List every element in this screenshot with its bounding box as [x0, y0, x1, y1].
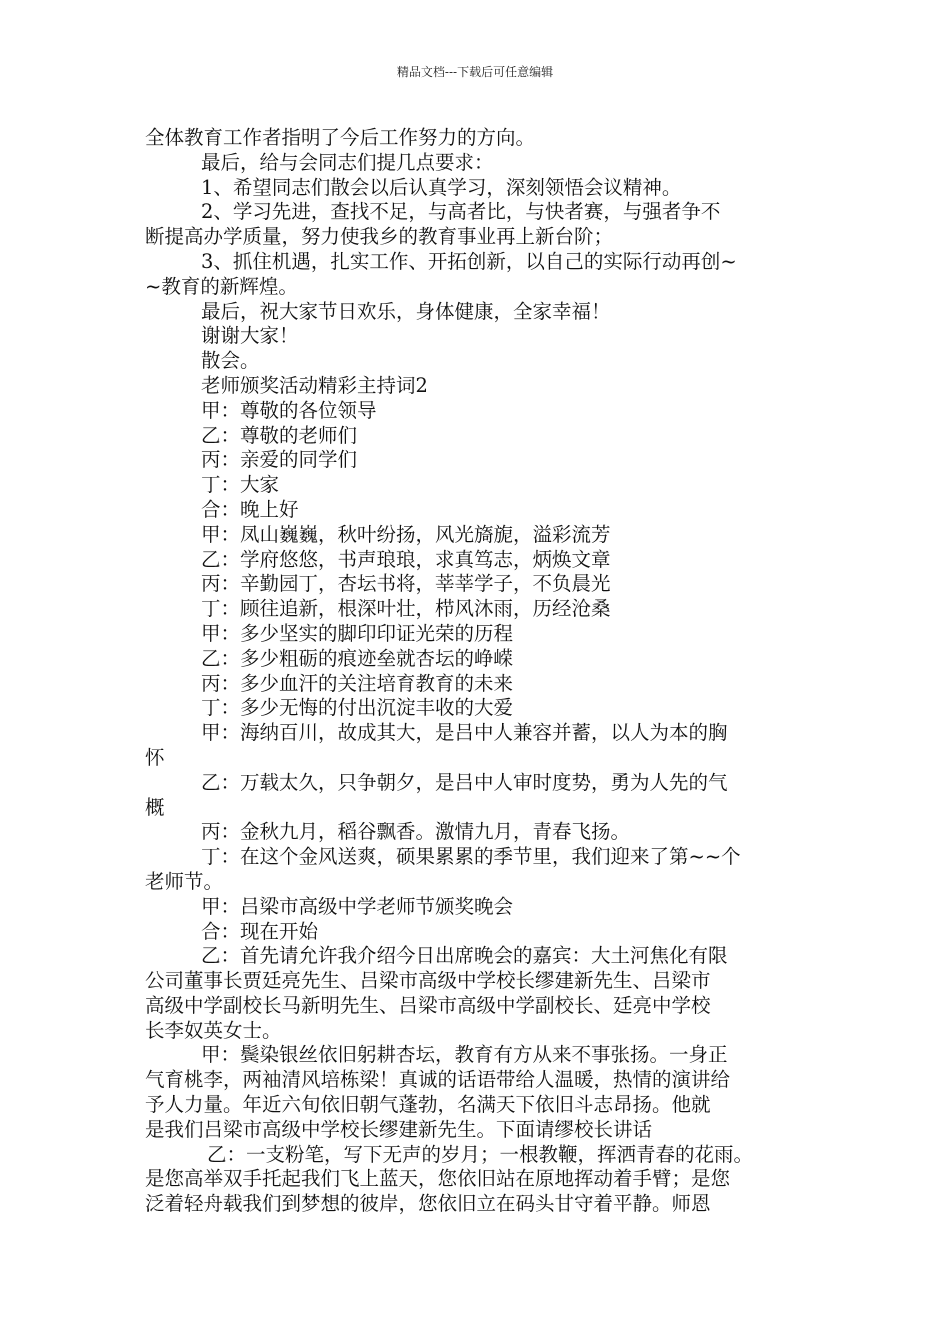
text-line: 2、学习先进，查找不足，与高者比，与快者赛，与强者争不: [201, 200, 721, 224]
text-line: 全体教育工作者指明了今后工作努力的方向。: [145, 126, 536, 149]
text-line: 泛着轻舟载我们到梦想的彼岸，您依旧立在码头甘守着平静。师恩: [145, 1192, 711, 1216]
text-line: 乙：学府悠悠，书声琅琅，求真笃志，炳焕文章: [201, 547, 611, 571]
text-line: 怀: [145, 745, 165, 769]
text-line: 是您高举双手托起我们飞上蓝天，您依旧站在原地挥动着手臂；是您: [145, 1167, 731, 1191]
text-line: 老师节。: [145, 869, 224, 893]
text-line: 最后，祝大家节日欢乐，身体健康，全家幸福！: [201, 299, 611, 323]
page-header: 精品文档---下载后可任意编辑: [396, 65, 554, 79]
text-line: 概: [145, 795, 165, 819]
text-line: 丙：亲爱的同学们: [201, 448, 358, 472]
text-line: 丙：辛勤园丁，杏坛书将，莘莘学子，不负晨光: [201, 572, 611, 596]
text-line: 高级中学副校长马新明先生、吕梁市高级中学副校长、廷亮中学校: [145, 993, 711, 1017]
text-line: 乙：一支粉笔，写下无声的岁月；一根教鞭，挥洒青春的花雨。: [207, 1142, 754, 1166]
text-line: 丁：多少无悔的付出沉淀丰收的大爱: [201, 696, 514, 720]
text-line: 3、抓住机遇，扎实工作、开拓创新，以自己的实际行动再创~: [201, 249, 737, 273]
text-line: 予人力量。年近六旬依旧朝气蓬勃，名满天下依旧斗志昂扬。他就: [145, 1093, 711, 1117]
text-line: 丙：金秋九月，稻谷飘香。激情九月，青春飞扬。: [201, 820, 631, 844]
text-line: 最后，给与会同志们提几点要求：: [201, 150, 494, 174]
text-line: 甲：尊敬的各位领导: [201, 398, 377, 422]
text-line: 丁：顾往追新，根深叶壮，栉风沐雨，历经沧桑: [201, 597, 611, 621]
text-line: 丁：大家: [201, 473, 280, 497]
text-line: 合：现在开始: [201, 919, 319, 943]
text-line: 甲：吕梁市高级中学老师节颁奖晚会: [201, 894, 514, 918]
document-body: [145, 126, 813, 1217]
text-line: 谢谢大家！: [201, 324, 299, 348]
text-line: 合：晚上好: [201, 497, 299, 521]
text-line: 1、希望同志们散会以后认真学习，深刻领悟会议精神。: [201, 175, 682, 199]
text-line: 断提高办学质量，努力使我乡的教育事业再上新台阶；: [145, 225, 614, 249]
text-line: 乙：尊敬的老师们: [201, 423, 358, 447]
text-line: 长李奴英女士。: [145, 1018, 282, 1042]
text-line: 甲：鬓染银丝依旧躬耕杏坛，教育有方从来不事张扬。一身正: [201, 1043, 728, 1067]
text-line: 气育桃李，两袖清风培栋梁！真诚的话语带给人温暖，热情的演讲给: [145, 1068, 731, 1092]
text-line: 散会。: [201, 349, 260, 373]
text-line: 乙：万载太久，只争朝夕，是吕中人审时度势，勇为人先的气: [201, 770, 728, 794]
text-line: 乙：首先请允许我介绍今日出席晚会的嘉宾：大土河焦化有限: [201, 944, 728, 968]
text-line: 甲：海纳百川，故成其大，是吕中人兼容并蓄，以人为本的胸: [201, 721, 728, 745]
text-line: 公司董事长贾廷亮先生、吕梁市高级中学校长缪建新先生、吕梁市: [145, 969, 711, 993]
text-line: 老师颁奖活动精彩主持词2: [201, 373, 428, 397]
text-line: 丙：多少血汗的关注培育教育的未来: [201, 671, 514, 695]
text-line: 丁：在这个金风送爽，硕果累累的季节里，我们迎来了第~~个: [201, 845, 741, 869]
text-line: 乙：多少粗砺的痕迹垒就杏坛的峥嵘: [201, 646, 514, 670]
text-line: ~教育的新辉煌。: [145, 274, 298, 298]
text-line: 甲：凤山巍巍，秋叶纷扬，风光旖旎，溢彩流芳: [201, 522, 611, 546]
text-line: 是我们吕梁市高级中学校长缪建新先生。下面请缪校长讲话: [145, 1117, 653, 1141]
text-line: 甲：多少坚实的脚印印证光荣的历程: [201, 621, 514, 645]
